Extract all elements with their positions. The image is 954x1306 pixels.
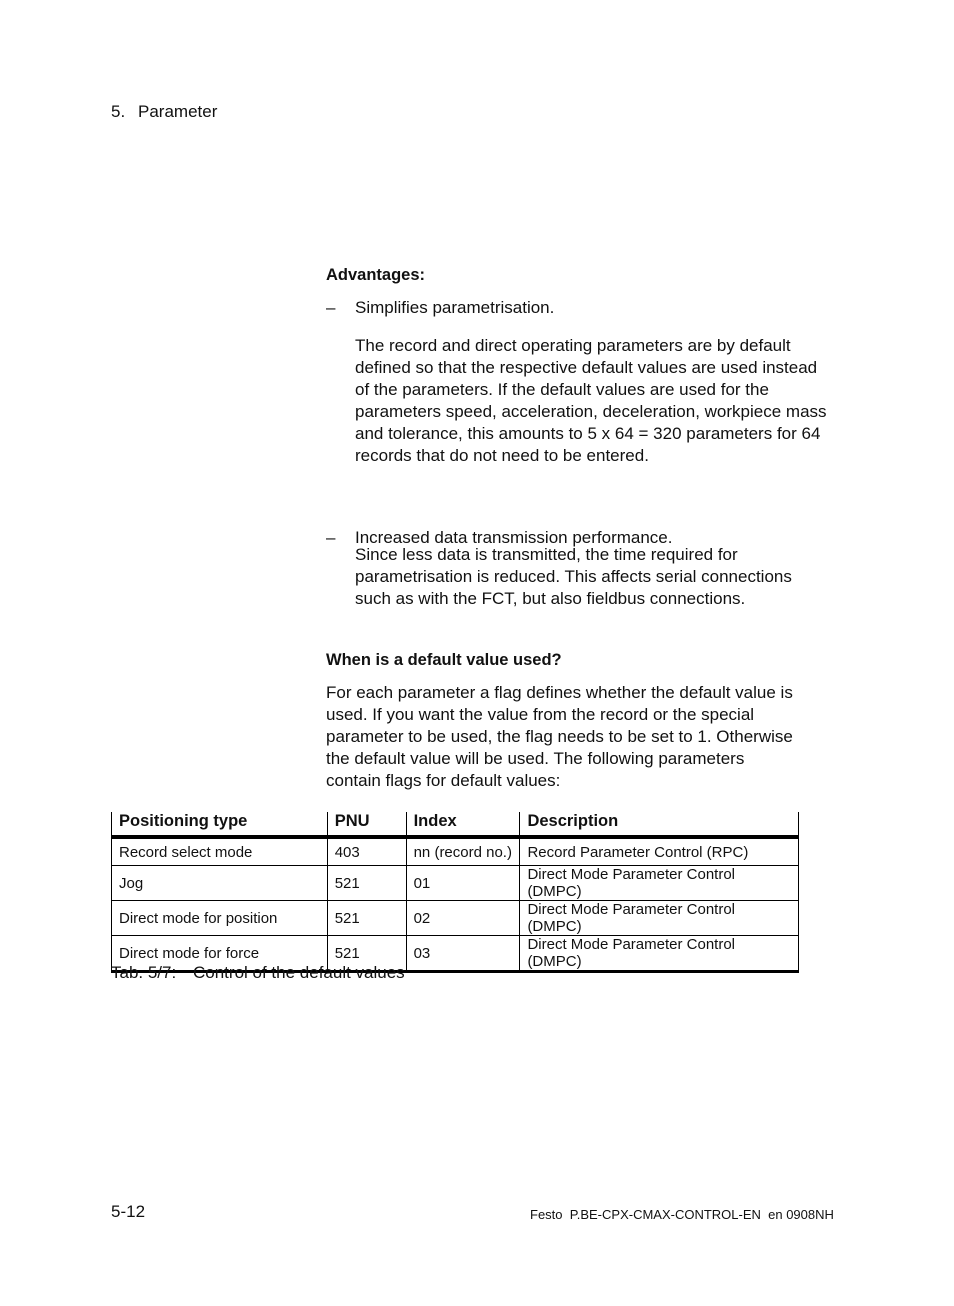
table-row xyxy=(112,901,799,936)
cell-description: Record Parameter Control (RPC) xyxy=(520,837,799,866)
advantage-title-2: Increased data transmission performance. xyxy=(355,528,673,547)
chapter-title: Parameter xyxy=(138,102,218,121)
cell-pnu: 403 xyxy=(327,837,406,866)
advantage-paragraph-1: The record and direct operating parameters are by default defined so that the respective default values are used instead of the parameters. If the default values are used for the parameters speed, acceleration, deceleration, workpiece mass and tolerance, this amounts to 5 x 64 = 320 parameters for 64 records that do not need to be entered. xyxy=(355,336,827,465)
cell-pnu: 521 xyxy=(327,901,406,936)
header-description: Description xyxy=(520,812,799,837)
caption-text: Control of the default values xyxy=(193,963,405,982)
table-row xyxy=(112,866,799,901)
footer-doc-info: Festo P.BE-CPX-CMAX-CONTROL-EN en 0908NH xyxy=(530,1207,834,1222)
cell-index: nn (record no.) xyxy=(406,837,520,866)
page-number: 5-12 xyxy=(111,1202,146,1221)
bullet-dash: – xyxy=(326,528,336,547)
cell-positioning-type: Direct mode for position xyxy=(112,901,328,936)
cell-index: 01 xyxy=(406,866,520,901)
cell-pnu: 521 xyxy=(327,936,406,972)
advantages-heading: Advantages: xyxy=(326,266,426,284)
default-values-table xyxy=(111,812,799,973)
advantage-paragraph-2: Since less data is transmitted, the time required for parametrisation is reduced. This affects serial connections such as with the FCT, but also fieldbus connections. xyxy=(355,545,792,608)
cell-description: Direct Mode Parameter Control (DMPC) xyxy=(520,866,799,901)
header-index: Index xyxy=(406,812,520,837)
bullet-dash: – xyxy=(326,298,336,317)
header-pnu: PNU xyxy=(327,812,406,837)
advantage-title-1: Simplifies parametrisation. xyxy=(355,298,555,317)
default-value-heading: When is a default value used? xyxy=(326,651,562,669)
cell-description: Direct Mode Parameter Control (DMPC) xyxy=(520,901,799,936)
cell-index: 02 xyxy=(406,901,520,936)
chapter-header xyxy=(111,102,217,122)
cell-positioning-type: Direct mode for force xyxy=(112,936,328,972)
cell-description: Direct Mode Parameter Control (DMPC) xyxy=(520,936,799,972)
cell-positioning-type: Jog xyxy=(112,866,328,901)
default-value-paragraph: For each parameter a flag defines whether the default value is used. If you want the value from the record or the special parameter to be used, the flag needs to be set to 1. Otherwise the default value will be used. The following parameters contain flags for default values: xyxy=(326,683,793,790)
advantage-item-1 xyxy=(326,297,831,319)
table-caption xyxy=(111,963,405,983)
advantage-text-1 xyxy=(326,335,831,467)
cell-pnu: 521 xyxy=(327,866,406,901)
chapter-number: 5. xyxy=(111,102,126,121)
cell-index: 03 xyxy=(406,936,520,972)
table-row xyxy=(112,837,799,866)
cell-positioning-type: Record select mode xyxy=(112,837,328,866)
caption-label: Tab. 5/7: xyxy=(111,963,177,982)
table-header-row xyxy=(112,812,799,837)
header-positioning-type: Positioning type xyxy=(112,812,328,837)
advantage-text-2 xyxy=(326,544,831,610)
default-value-text xyxy=(326,682,802,792)
